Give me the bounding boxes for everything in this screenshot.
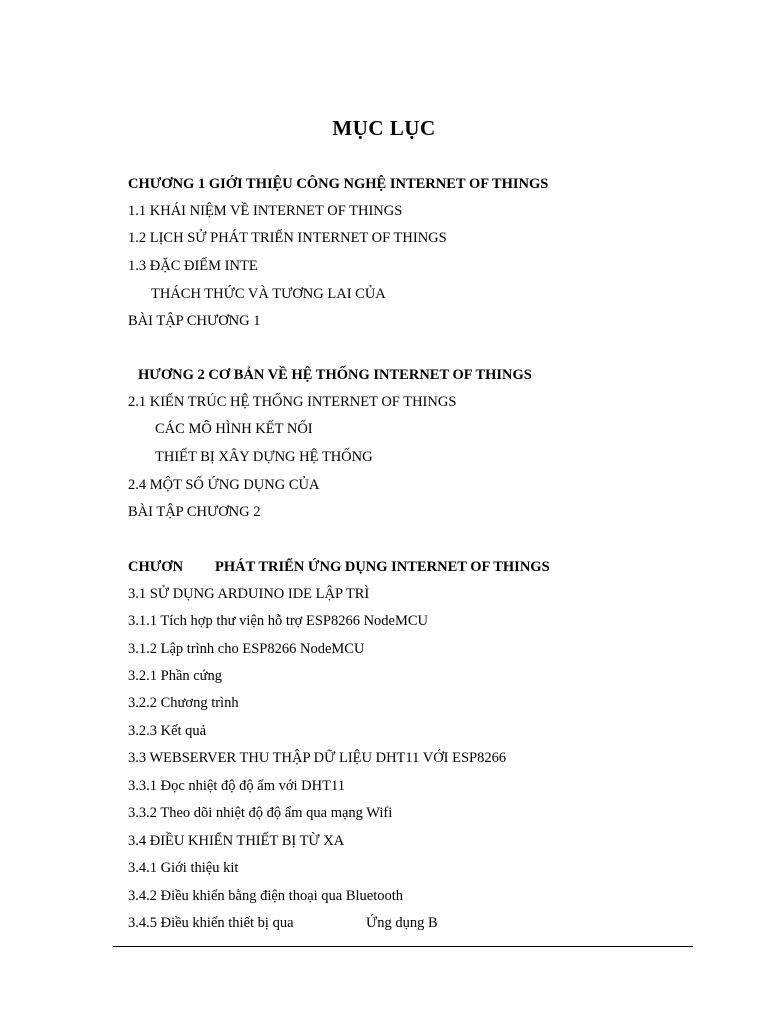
toc-item: 2.1 KIẾN TRÚC HỆ THỐNG INTERNET OF THINGS	[128, 394, 457, 410]
toc-item: 3.2.1 Phần cứng	[128, 668, 223, 684]
footer-divider	[113, 946, 693, 947]
toc-item: THÁCH THỨC VÀ TƯƠNG LAI CỦA	[151, 286, 386, 302]
toc-item: 3.4.1 Giới thiệu kit	[128, 860, 239, 876]
toc-item: 3.4.5 Điều khiển thiết bị qua	[128, 915, 294, 931]
toc-item: 3.1.1 Tích hợp thư viện hỗ trợ ESP8266 NodeMCU	[128, 613, 429, 629]
chapter-3-heading: PHÁT TRIỂN ỨNG DỤNG INTERNET OF THINGS	[215, 559, 550, 575]
chapter-3-heading-prefix: CHƯƠN	[128, 559, 184, 575]
toc-item: 3.3.1 Đọc nhiệt độ độ ẩm với DHT11	[128, 778, 345, 794]
toc-item-continuation: Ứng dụng B	[366, 915, 438, 931]
chapter-2-heading: HƯƠNG 2 CƠ BẢN VỀ HỆ THỐNG INTERNET OF THINGS	[138, 367, 532, 383]
toc-item: 3.4.2 Điều khiển bằng điện thoại qua Bluetooth	[128, 888, 404, 904]
toc-item: THIẾT BỊ XÂY DỰNG HỆ THỐNG	[155, 449, 373, 465]
toc-item: 3.1 SỬ DỤNG ARDUINO IDE LẬP TRÌ	[128, 586, 370, 602]
toc-item: 1.3 ĐẶC ĐIỂM INTE	[128, 258, 258, 274]
toc-item: 2.4 MỘT SỐ ỨNG DỤNG CỦA	[128, 477, 320, 493]
chapter-1-heading: CHƯƠNG 1 GIỚI THIỆU CÔNG NGHỆ INTERNET OF THINGS	[128, 176, 549, 192]
toc-item: BÀI TẬP CHƯƠNG 2	[128, 504, 261, 520]
toc-item: 3.2.3 Kết quả	[128, 723, 207, 739]
toc-item: 3.4 ĐIỀU KHIỂN THIẾT BỊ TỪ XA	[128, 833, 345, 849]
toc-item: 3.3 WEBSERVER THU THẬP DỮ LIỆU DHT11 VỚI ESP8266	[128, 750, 507, 766]
toc-item: 3.3.2 Theo dõi nhiệt độ độ ẩm qua mạng Wifi	[128, 805, 393, 821]
toc-item: CÁC MÔ HÌNH KẾT NỐI	[155, 421, 313, 437]
toc-item: 3.2.2 Chương trình	[128, 695, 239, 711]
toc-item: 1.2 LỊCH SỬ PHÁT TRIỂN INTERNET OF THINGS	[128, 230, 447, 246]
toc-item: BÀI TẬP CHƯƠNG 1	[128, 313, 261, 329]
toc-item: 1.1 KHÁI NIỆM VỀ INTERNET OF THINGS	[128, 203, 403, 219]
toc-item: 3.1.2 Lập trình cho ESP8266 NodeMCU	[128, 641, 365, 657]
page-title: MỤC LỤC	[332, 116, 436, 140]
